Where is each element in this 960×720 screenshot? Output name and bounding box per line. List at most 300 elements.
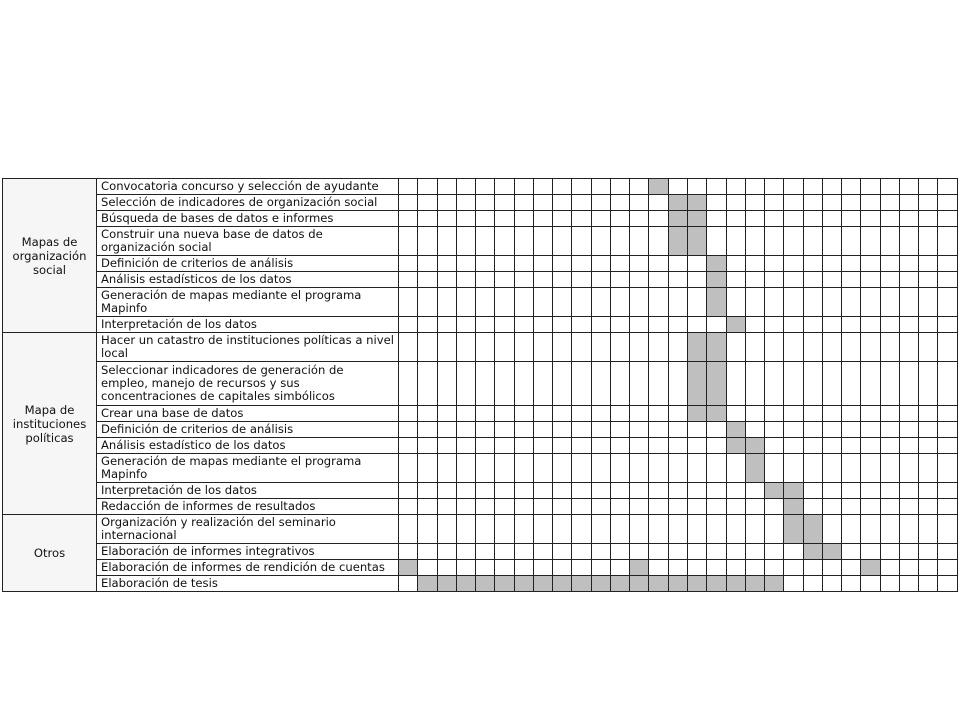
timeline-cell — [553, 195, 572, 211]
timeline-cell — [610, 195, 629, 211]
timeline-cell — [880, 179, 899, 195]
timeline-cell — [745, 560, 764, 576]
timeline-cell-shaded — [784, 499, 803, 515]
timeline-cell — [919, 362, 938, 406]
timeline-cell — [765, 406, 784, 422]
timeline-cell-shaded — [533, 576, 552, 592]
timeline-cell — [668, 317, 687, 333]
timeline-cell — [553, 544, 572, 560]
timeline-cell — [919, 515, 938, 544]
timeline-cell — [495, 272, 514, 288]
timeline-cell — [899, 454, 918, 483]
timeline-cell — [610, 272, 629, 288]
timeline-cell — [842, 362, 861, 406]
timeline-cell — [533, 483, 552, 499]
table-row — [3, 195, 958, 211]
timeline-cell — [880, 362, 899, 406]
timeline-cell — [822, 422, 841, 438]
timeline-cell-shaded — [495, 576, 514, 592]
timeline-cell — [514, 211, 533, 227]
timeline-cell — [456, 179, 475, 195]
timeline-cell — [495, 422, 514, 438]
activity-label: Búsqueda de bases de datos e informes — [97, 211, 399, 227]
timeline-cell — [630, 211, 649, 227]
timeline-cell — [803, 483, 822, 499]
timeline-cell — [533, 544, 552, 560]
timeline-cell — [418, 483, 437, 499]
timeline-cell — [591, 515, 610, 544]
timeline-cell — [630, 288, 649, 317]
timeline-cell — [822, 227, 841, 256]
activity-label: Crear una base de datos — [97, 406, 399, 422]
timeline-cell — [938, 576, 957, 592]
timeline-cell — [668, 499, 687, 515]
timeline-cell — [610, 544, 629, 560]
timeline-cell — [880, 499, 899, 515]
timeline-cell — [437, 438, 456, 454]
timeline-cell — [437, 256, 456, 272]
timeline-cell — [861, 454, 880, 483]
timeline-cell — [707, 499, 726, 515]
timeline-cell — [399, 227, 418, 256]
timeline-cell — [707, 483, 726, 499]
timeline-cell — [399, 256, 418, 272]
timeline-cell — [919, 227, 938, 256]
timeline-cell — [899, 499, 918, 515]
timeline-cell — [861, 362, 880, 406]
timeline-cell-shaded — [591, 576, 610, 592]
timeline-cell — [899, 288, 918, 317]
timeline-cell — [687, 544, 706, 560]
timeline-cell — [707, 227, 726, 256]
timeline-cell — [842, 560, 861, 576]
timeline-cell — [495, 438, 514, 454]
timeline-cell — [418, 333, 437, 362]
timeline-cell — [572, 179, 591, 195]
timeline-cell — [745, 256, 764, 272]
timeline-cell — [649, 317, 668, 333]
timeline-cell — [899, 195, 918, 211]
timeline-cell — [630, 272, 649, 288]
timeline-cell — [668, 438, 687, 454]
timeline-cell — [765, 272, 784, 288]
timeline-cell — [822, 272, 841, 288]
timeline-cell-shaded — [456, 576, 475, 592]
timeline-cell-shaded — [687, 406, 706, 422]
timeline-cell — [476, 227, 495, 256]
timeline-cell — [514, 499, 533, 515]
timeline-cell — [687, 560, 706, 576]
timeline-cell — [822, 256, 841, 272]
timeline-cell — [880, 333, 899, 362]
timeline-cell — [456, 438, 475, 454]
timeline-cell — [842, 272, 861, 288]
timeline-cell — [437, 195, 456, 211]
timeline-cell — [822, 288, 841, 317]
table-row — [3, 560, 958, 576]
timeline-cell — [765, 544, 784, 560]
timeline-cell — [476, 544, 495, 560]
timeline-cell — [765, 256, 784, 272]
timeline-cell — [514, 272, 533, 288]
timeline-cell — [803, 256, 822, 272]
timeline-cell — [495, 333, 514, 362]
timeline-cell — [919, 211, 938, 227]
timeline-cell — [399, 454, 418, 483]
timeline-cell — [822, 333, 841, 362]
timeline-cell — [495, 406, 514, 422]
timeline-cell — [938, 195, 957, 211]
timeline-cell — [610, 362, 629, 406]
timeline-cell — [456, 195, 475, 211]
timeline-cell — [842, 438, 861, 454]
timeline-cell — [784, 288, 803, 317]
table-row — [3, 454, 958, 483]
timeline-cell — [842, 333, 861, 362]
timeline-cell-shaded — [668, 211, 687, 227]
timeline-cell — [572, 256, 591, 272]
timeline-cell — [495, 179, 514, 195]
timeline-cell — [938, 317, 957, 333]
timeline-cell — [553, 211, 572, 227]
timeline-cell — [784, 272, 803, 288]
timeline-cell-shaded — [803, 515, 822, 544]
timeline-cell — [418, 406, 437, 422]
timeline-cell-shaded — [668, 576, 687, 592]
table-row — [3, 333, 958, 362]
timeline-cell — [514, 544, 533, 560]
timeline-cell — [476, 333, 495, 362]
activity-label: Organización y realización del seminario internacional — [97, 515, 399, 544]
timeline-cell — [649, 288, 668, 317]
timeline-cell — [649, 362, 668, 406]
timeline-cell — [630, 179, 649, 195]
timeline-cell-shaded — [707, 333, 726, 362]
timeline-cell — [861, 333, 880, 362]
timeline-cell — [822, 406, 841, 422]
timeline-cell — [726, 454, 745, 483]
timeline-cell-shaded — [726, 438, 745, 454]
timeline-cell — [803, 272, 822, 288]
timeline-cell — [919, 454, 938, 483]
timeline-cell — [456, 515, 475, 544]
timeline-cell — [707, 317, 726, 333]
timeline-cell — [784, 256, 803, 272]
timeline-cell — [938, 560, 957, 576]
timeline-cell — [533, 454, 552, 483]
timeline-cell — [437, 179, 456, 195]
activity-label: Elaboración de informes de rendición de cuentas — [97, 560, 399, 576]
timeline-cell — [476, 515, 495, 544]
timeline-cell — [726, 256, 745, 272]
timeline-cell — [572, 422, 591, 438]
timeline-cell — [861, 576, 880, 592]
timeline-cell — [745, 362, 764, 406]
timeline-cell — [880, 227, 899, 256]
activity-label: Interpretación de los datos — [97, 317, 399, 333]
timeline-cell — [861, 422, 880, 438]
timeline-cell — [822, 362, 841, 406]
timeline-cell — [533, 227, 552, 256]
timeline-cell — [456, 362, 475, 406]
timeline-cell-shaded — [745, 454, 764, 483]
timeline-cell — [861, 195, 880, 211]
timeline-cell — [591, 544, 610, 560]
timeline-cell — [399, 422, 418, 438]
activity-label: Análisis estadísticos de los datos — [97, 272, 399, 288]
timeline-cell — [495, 483, 514, 499]
timeline-cell — [456, 288, 475, 317]
timeline-cell — [919, 422, 938, 438]
timeline-cell — [726, 179, 745, 195]
timeline-cell — [899, 362, 918, 406]
timeline-cell — [399, 544, 418, 560]
timeline-cell — [418, 317, 437, 333]
timeline-cell-shaded — [707, 406, 726, 422]
timeline-cell — [514, 179, 533, 195]
table-row — [3, 422, 958, 438]
timeline-cell — [649, 483, 668, 499]
timeline-cell — [687, 317, 706, 333]
timeline-cell — [437, 227, 456, 256]
timeline-cell — [533, 288, 552, 317]
timeline-cell — [745, 499, 764, 515]
timeline-cell — [476, 288, 495, 317]
timeline-cell — [553, 515, 572, 544]
timeline-cell — [610, 406, 629, 422]
timeline-cell — [533, 317, 552, 333]
timeline-cell-shaded — [803, 544, 822, 560]
timeline-cell — [456, 406, 475, 422]
timeline-cell — [861, 256, 880, 272]
timeline-cell — [399, 515, 418, 544]
timeline-cell — [745, 272, 764, 288]
timeline-cell — [938, 483, 957, 499]
table-row — [3, 544, 958, 560]
timeline-cell — [919, 256, 938, 272]
timeline-cell-shaded — [668, 195, 687, 211]
timeline-cell — [899, 576, 918, 592]
timeline-cell — [668, 483, 687, 499]
timeline-cell — [630, 256, 649, 272]
timeline-cell — [649, 454, 668, 483]
timeline-cell — [399, 483, 418, 499]
timeline-cell — [765, 422, 784, 438]
timeline-cell — [842, 211, 861, 227]
timeline-cell — [476, 406, 495, 422]
timeline-cell — [610, 515, 629, 544]
timeline-cell — [572, 454, 591, 483]
timeline-cell-shaded — [687, 227, 706, 256]
timeline-cell — [476, 317, 495, 333]
timeline-cell — [919, 499, 938, 515]
timeline-cell — [553, 499, 572, 515]
timeline-cell — [418, 362, 437, 406]
timeline-cell — [842, 195, 861, 211]
timeline-cell — [649, 422, 668, 438]
timeline-cell — [399, 438, 418, 454]
timeline-cell — [822, 515, 841, 544]
activity-label: Convocatoria concurso y selección de ayudante — [97, 179, 399, 195]
timeline-cell — [899, 272, 918, 288]
activity-label: Definición de criterios de análisis — [97, 422, 399, 438]
timeline-cell — [553, 362, 572, 406]
timeline-cell — [418, 560, 437, 576]
timeline-cell — [745, 195, 764, 211]
timeline-cell — [784, 227, 803, 256]
timeline-cell-shaded — [437, 576, 456, 592]
timeline-cell — [649, 211, 668, 227]
table-row — [3, 499, 958, 515]
timeline-cell — [822, 179, 841, 195]
timeline-cell — [822, 438, 841, 454]
timeline-cell — [938, 544, 957, 560]
timeline-cell-shaded — [418, 576, 437, 592]
timeline-cell — [919, 483, 938, 499]
timeline-cell — [514, 406, 533, 422]
timeline-cell — [572, 288, 591, 317]
timeline-cell — [514, 454, 533, 483]
timeline-cell — [553, 179, 572, 195]
timeline-cell — [938, 422, 957, 438]
timeline-cell-shaded — [707, 272, 726, 288]
timeline-cell — [630, 499, 649, 515]
timeline-cell — [591, 483, 610, 499]
timeline-cell — [437, 544, 456, 560]
table-row — [3, 317, 958, 333]
table-row — [3, 211, 958, 227]
timeline-cell — [784, 560, 803, 576]
timeline-cell — [610, 422, 629, 438]
timeline-cell — [861, 317, 880, 333]
timeline-cell — [456, 227, 475, 256]
timeline-cell — [514, 560, 533, 576]
timeline-cell — [476, 560, 495, 576]
activity-label: Definición de criterios de análisis — [97, 256, 399, 272]
timeline-cell — [418, 422, 437, 438]
timeline-cell — [842, 179, 861, 195]
timeline-cell — [437, 515, 456, 544]
timeline-cell — [938, 227, 957, 256]
timeline-cell — [476, 438, 495, 454]
timeline-cell — [842, 576, 861, 592]
timeline-cell — [610, 211, 629, 227]
timeline-cell — [437, 317, 456, 333]
timeline-cell — [533, 560, 552, 576]
timeline-cell — [765, 317, 784, 333]
timeline-cell-shaded — [572, 576, 591, 592]
timeline-cell — [784, 195, 803, 211]
timeline-cell — [553, 333, 572, 362]
timeline-cell — [630, 483, 649, 499]
timeline-cell — [938, 272, 957, 288]
timeline-cell — [649, 256, 668, 272]
timeline-cell — [880, 256, 899, 272]
timeline-cell — [861, 499, 880, 515]
timeline-cell — [880, 195, 899, 211]
timeline-cell — [899, 483, 918, 499]
timeline-cell — [899, 317, 918, 333]
timeline-cell — [495, 544, 514, 560]
activity-label: Elaboración de tesis — [97, 576, 399, 592]
timeline-cell — [765, 560, 784, 576]
timeline-cell — [842, 499, 861, 515]
schedule-table — [2, 178, 958, 592]
timeline-cell — [418, 454, 437, 483]
timeline-cell — [745, 544, 764, 560]
timeline-cell — [572, 317, 591, 333]
timeline-cell — [591, 333, 610, 362]
timeline-cell — [899, 544, 918, 560]
timeline-cell-shaded — [687, 362, 706, 406]
timeline-cell-shaded — [610, 576, 629, 592]
timeline-cell — [553, 288, 572, 317]
timeline-cell — [572, 560, 591, 576]
timeline-cell — [418, 544, 437, 560]
timeline-cell — [591, 362, 610, 406]
timeline-cell — [437, 483, 456, 499]
timeline-cell — [803, 317, 822, 333]
timeline-cell — [784, 179, 803, 195]
timeline-cell — [707, 544, 726, 560]
timeline-cell — [553, 256, 572, 272]
timeline-cell — [495, 362, 514, 406]
timeline-cell — [803, 576, 822, 592]
timeline-cell — [533, 333, 552, 362]
timeline-cell — [610, 256, 629, 272]
timeline-cell — [880, 438, 899, 454]
timeline-cell — [765, 515, 784, 544]
group-label: Mapa de instituciones políticas — [3, 333, 97, 515]
timeline-cell-shaded — [726, 317, 745, 333]
timeline-cell — [630, 406, 649, 422]
activity-label: Generación de mapas mediante el programa Mapinfo — [97, 454, 399, 483]
timeline-cell — [514, 362, 533, 406]
timeline-cell — [456, 560, 475, 576]
timeline-cell — [495, 317, 514, 333]
timeline-cell — [938, 438, 957, 454]
group-label: Mapas de organización social — [3, 179, 97, 333]
timeline-cell — [630, 422, 649, 438]
timeline-cell — [514, 195, 533, 211]
timeline-cell — [495, 515, 514, 544]
timeline-cell — [476, 256, 495, 272]
timeline-cell — [572, 272, 591, 288]
timeline-cell-shaded — [687, 576, 706, 592]
timeline-cell — [591, 256, 610, 272]
timeline-cell — [553, 454, 572, 483]
timeline-cell — [803, 195, 822, 211]
timeline-cell — [861, 288, 880, 317]
timeline-cell — [610, 499, 629, 515]
timeline-cell — [399, 406, 418, 422]
timeline-cell — [899, 515, 918, 544]
timeline-cell — [553, 272, 572, 288]
timeline-cell — [476, 195, 495, 211]
timeline-cell — [437, 422, 456, 438]
table-row — [3, 406, 958, 422]
timeline-cell — [803, 406, 822, 422]
timeline-cell — [456, 422, 475, 438]
timeline-cell — [919, 333, 938, 362]
timeline-cell — [803, 438, 822, 454]
timeline-cell — [495, 560, 514, 576]
timeline-cell — [822, 499, 841, 515]
timeline-cell — [514, 422, 533, 438]
timeline-cell — [610, 560, 629, 576]
timeline-cell — [591, 438, 610, 454]
timeline-cell — [861, 544, 880, 560]
